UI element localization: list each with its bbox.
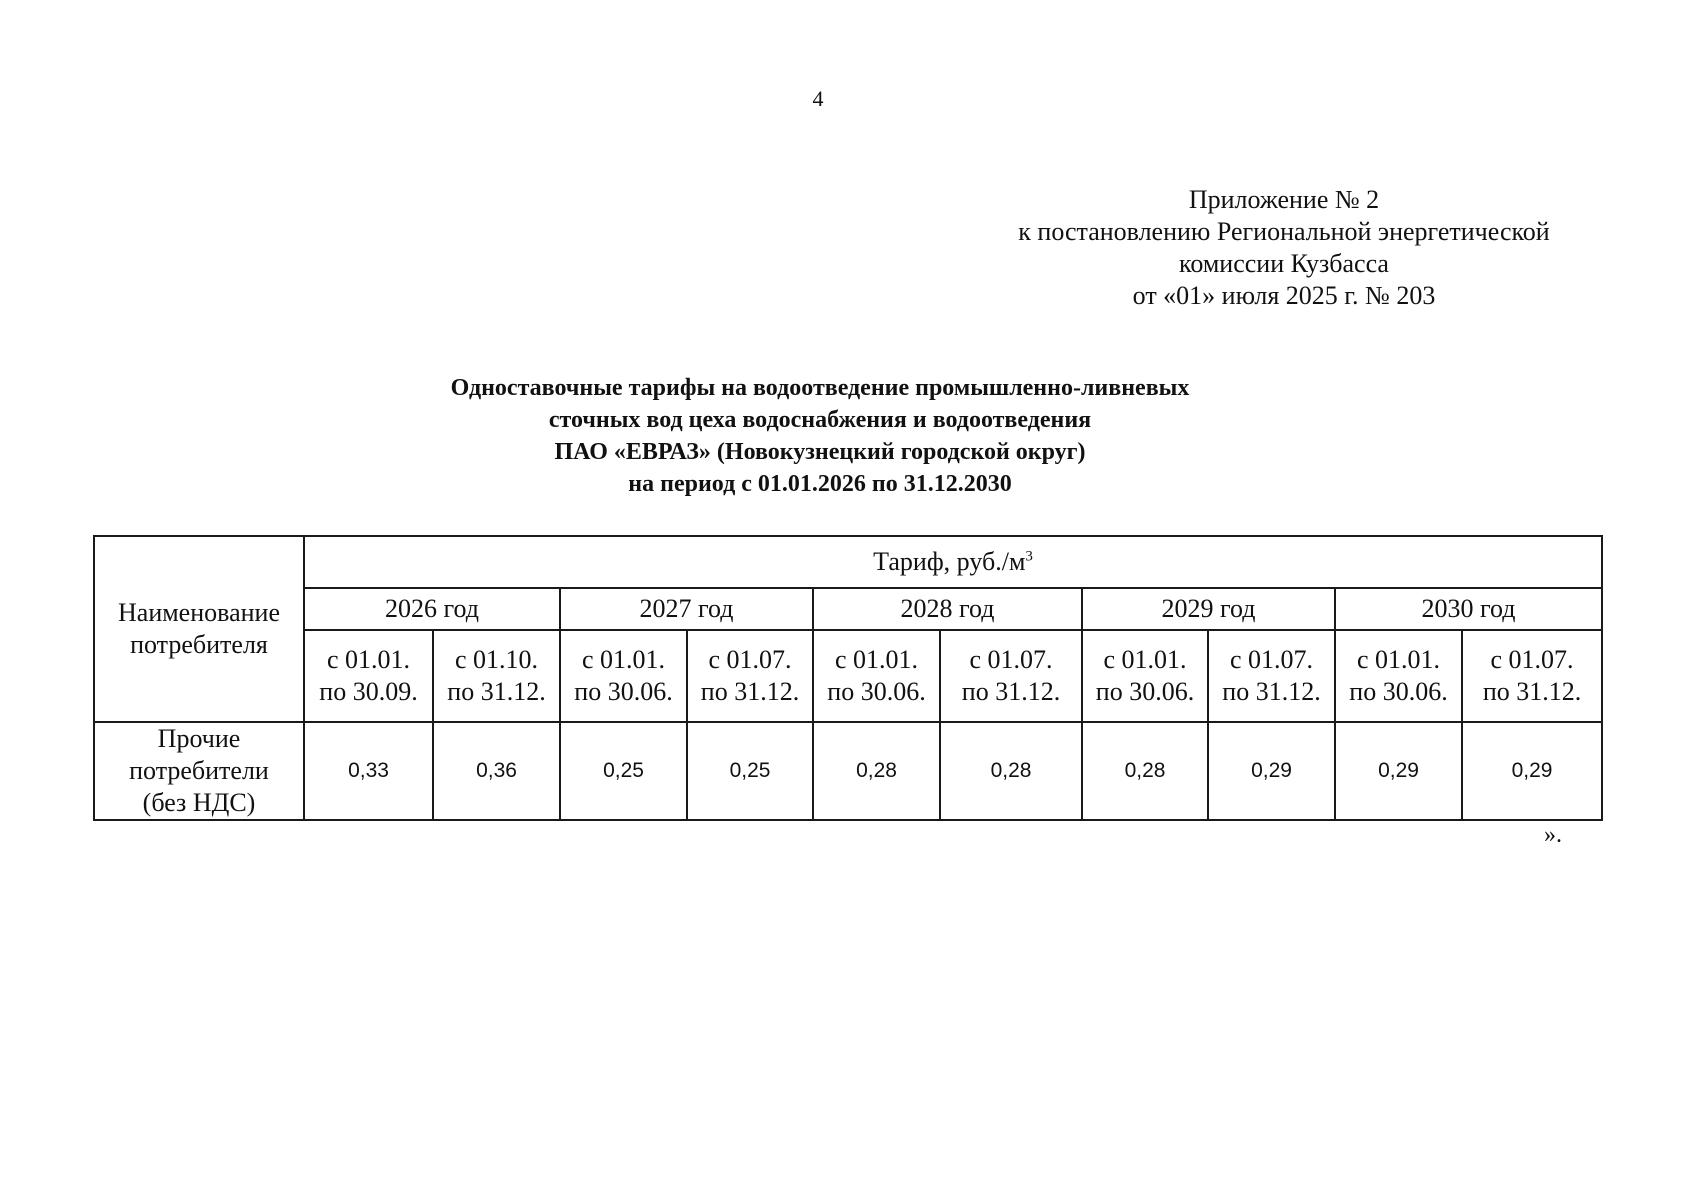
- tariff-value-cell: 0,29: [1462, 722, 1602, 820]
- appendix-line: к постановлению Региональной энергетической: [1018, 217, 1550, 246]
- period-from: с 01.07.: [708, 645, 792, 674]
- document-title: [280, 372, 1360, 500]
- page-number: 4: [812, 86, 824, 111]
- period-to: по 31.12.: [700, 677, 800, 706]
- consumer-header-line: Наименование: [118, 598, 280, 627]
- title-line: Одноставочные тарифы на водоотведение промышленно-ливневых: [450, 375, 1190, 401]
- period-header: [304, 630, 433, 722]
- tariff-value-cell: 0,36: [433, 722, 560, 820]
- table-row: [94, 722, 1602, 820]
- period-from: с 01.01.: [581, 645, 666, 674]
- year-header: 2028 год: [813, 588, 1082, 630]
- period-from: с 01.07.: [1490, 645, 1574, 674]
- period-to: по 30.09.: [319, 677, 418, 706]
- tariff-header-superscript: 3: [1025, 548, 1033, 565]
- period-to: по 30.06.: [827, 677, 926, 706]
- consumer-column-header: [94, 536, 304, 722]
- period-from: с 01.07.: [1229, 645, 1314, 674]
- title-line: на период с 01.01.2026 по 31.12.2030: [628, 471, 1012, 497]
- title-line: ПАО «ЕВРАЗ» (Новокузнецкий городской округ): [554, 439, 1086, 465]
- period-from: с 01.01.: [1103, 645, 1187, 674]
- appendix-block: [994, 184, 1574, 312]
- period-to: по 30.06.: [1095, 677, 1195, 706]
- consumer-header-line: потребителя: [130, 630, 268, 659]
- consumer-name-line: Прочие: [157, 724, 241, 753]
- period-to: по 30.06.: [1349, 677, 1448, 706]
- tariff-value-cell: 0,33: [304, 722, 433, 820]
- period-header: [1335, 630, 1462, 722]
- period-from: с 01.07.: [969, 645, 1053, 674]
- period-from: с 01.01.: [1356, 645, 1441, 674]
- appendix-line: комиссии Кузбасса: [1179, 249, 1389, 278]
- tariff-value-cell: 0,28: [813, 722, 940, 820]
- period-header: [433, 630, 560, 722]
- period-header: [687, 630, 813, 722]
- consumer-name-cell: [94, 722, 304, 820]
- tariff-value-cell: 0,29: [1208, 722, 1335, 820]
- tariff-header: [304, 536, 1602, 588]
- year-header: 2030 год: [1335, 588, 1602, 630]
- year-header: 2026 год: [304, 588, 560, 630]
- tariff-table: [93, 535, 1603, 821]
- period-to: по 31.12.: [1482, 677, 1582, 706]
- tariff-value-cell: 0,25: [560, 722, 687, 820]
- period-to: по 31.12.: [447, 677, 546, 706]
- tariff-value-cell: 0,29: [1335, 722, 1462, 820]
- year-header: 2027 год: [560, 588, 813, 630]
- period-header: [560, 630, 687, 722]
- period-header: [940, 630, 1082, 722]
- title-line: сточных вод цеха водоснабжения и водоотведения: [548, 407, 1092, 433]
- period-header: [813, 630, 940, 722]
- period-from: с 01.10.: [454, 645, 539, 674]
- year-header: 2029 год: [1082, 588, 1335, 630]
- tariff-header-text: Тариф, руб./м: [873, 547, 1026, 576]
- period-header: [1208, 630, 1335, 722]
- consumer-name-line: потребители: [129, 756, 269, 785]
- appendix-line: от «01» июля 2025 г. № 203: [1132, 281, 1436, 310]
- period-to: по 31.12.: [961, 677, 1061, 706]
- period-header: [1082, 630, 1208, 722]
- period-to: по 30.06.: [574, 677, 673, 706]
- period-from: с 01.01.: [834, 645, 919, 674]
- appendix-line: Приложение № 2: [1188, 185, 1380, 214]
- period-to: по 31.12.: [1222, 677, 1321, 706]
- consumer-name-line: (без НДС): [142, 788, 256, 817]
- period-from: с 01.01.: [326, 645, 411, 674]
- tariff-value-cell: 0,25: [687, 722, 813, 820]
- tariff-value-cell: 0,28: [1082, 722, 1208, 820]
- tariff-value-cell: 0,28: [940, 722, 1082, 820]
- period-header: [1462, 630, 1602, 722]
- closing-quote: ».: [1544, 822, 1562, 848]
